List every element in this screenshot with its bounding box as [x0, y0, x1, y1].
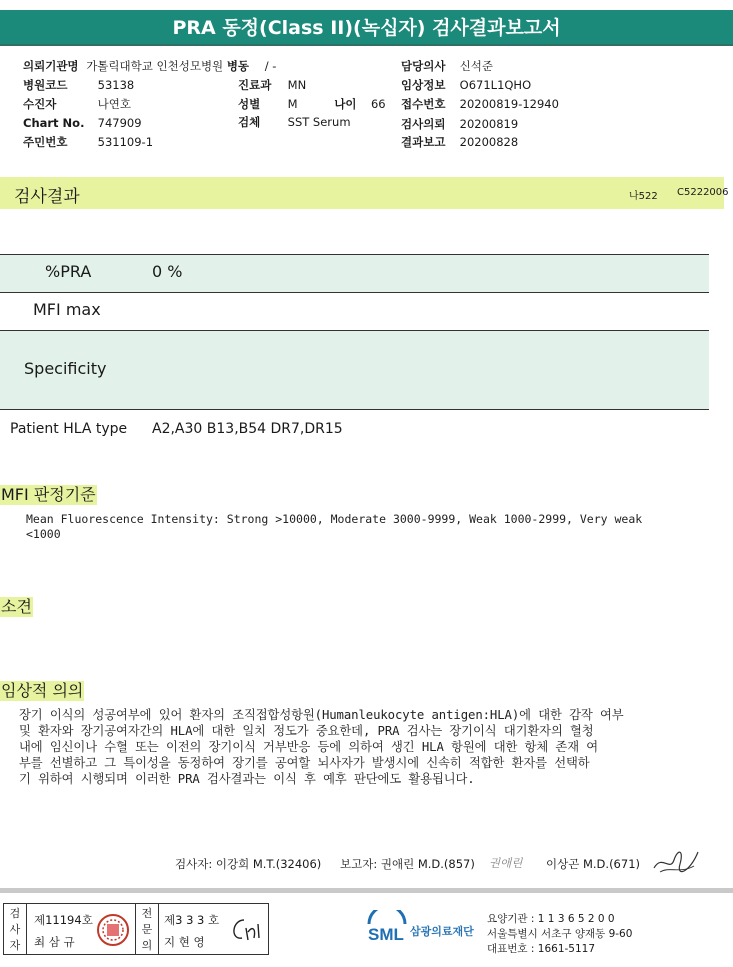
specificity-label: Specificity	[24, 359, 107, 378]
chart-value: 747909	[97, 116, 142, 130]
divider	[0, 254, 709, 255]
result-title: 검사결과	[14, 187, 80, 207]
clinical-row	[401, 77, 531, 93]
hla-value: A2,A30 B13,B54 DR7,DR15	[152, 421, 343, 437]
report-title: PRA 동정(Class II)(녹십자) 검사결과보고서	[0, 10, 733, 46]
request-label: 검사의뢰	[401, 117, 446, 131]
care-institution-code: 요양기관 : 1 1 3 6 5 2 0 0	[487, 913, 615, 925]
hospcode-row	[23, 77, 134, 93]
hospital-label: 의뢰기관명	[23, 59, 79, 73]
examiner-vertical-label	[4, 904, 26, 954]
dept-row	[238, 77, 306, 93]
seal-icon	[96, 913, 130, 947]
sml-logo-icon	[365, 910, 409, 950]
mfi-criteria-line2: <1000	[26, 527, 61, 541]
hospital-row	[23, 58, 276, 74]
hospcode-label: 병원코드	[23, 78, 68, 92]
request-value: 20200819	[459, 117, 519, 131]
chart-label: Chart No.	[23, 116, 85, 130]
company-phone: 대표번호 : 1661-5117	[487, 943, 596, 955]
vertical-char: 의	[141, 939, 153, 952]
examiner-license-no: 제11194호	[34, 913, 93, 927]
ward-value: / -	[264, 59, 277, 73]
report-row	[401, 134, 518, 150]
doctor-label: 담당의사	[401, 59, 446, 73]
vertical-char: 사	[9, 923, 21, 936]
report-label: 결과보고	[401, 135, 446, 149]
doctor2-signature: 이상곤 M.D.(671)	[546, 857, 640, 871]
vertical-char: 자	[9, 939, 21, 952]
vertical-char: 전	[141, 907, 153, 920]
pra-row	[0, 254, 709, 292]
result-header	[0, 177, 729, 209]
specimen-label: 검체	[238, 115, 261, 129]
signature-scribble-icon	[650, 846, 702, 876]
specimen-value: SST Serum	[287, 115, 351, 129]
hla-label: Patient HLA type	[10, 421, 128, 437]
examiner-name: 최 삼 규	[34, 935, 75, 949]
result-code-2: C5222006	[677, 187, 729, 198]
specialist-name: 지 현 영	[164, 935, 205, 949]
result-code-1: 나522	[629, 191, 658, 202]
pra-value: 0 %	[152, 262, 183, 281]
clinical-meaning-line: 기 위하여 시행되며 이러한 PRA 검사결과는 이식 후 예후 판단에도 활용됩니다.	[19, 772, 475, 786]
ward-label: 병동	[226, 59, 250, 73]
id-value: 531109-1	[97, 135, 154, 149]
sex-row	[238, 96, 386, 112]
receipt-value: 20200819-12940	[459, 97, 559, 111]
patient-row	[23, 96, 131, 112]
mfi-criteria-line1: Mean Fluorescence Intensity: Strong >10000, Moderate 3000-9999, Weak 1000-2999, Very weak	[26, 512, 643, 526]
divider	[0, 409, 709, 410]
clinical-meaning-line: 및 환자와 장기공여자간의 HLA에 대한 일치 정도가 중요한데, PRA 검사는 장기이식 대기환자의 혈청	[19, 724, 594, 738]
opinion-title: 소견	[1, 597, 32, 616]
specialist-vertical-label	[136, 904, 158, 954]
vertical-char: 검	[9, 907, 21, 920]
clinical-meaning-line: 장기 이식의 성공여부에 있어 환자의 조직접합성항원(Humanleukocyte antigen:HLA)에 대한 감작 여부	[19, 708, 624, 722]
chart-row	[23, 116, 142, 130]
specimen-row	[238, 114, 351, 130]
id-row	[23, 134, 153, 150]
company-name: 삼광의료재단	[410, 925, 474, 938]
clinical-meaning-line: 내에 임신이나 수혈 또는 이전의 장기이식 거부반응 등에 의하여 생긴 HLA 항원에 대한 항체 존재 여	[19, 740, 599, 754]
clinical-label: 임상정보	[401, 78, 446, 92]
age-value: 66	[370, 97, 386, 111]
receipt-row	[401, 96, 559, 112]
sex-value: M	[287, 97, 298, 111]
receipt-label: 접수번호	[401, 97, 446, 111]
sex-label: 성별	[238, 97, 261, 111]
mfi-criteria-title: MFI 판정기준	[1, 485, 96, 504]
patient-value: 나연호	[97, 97, 131, 111]
specialist-license-no: 제3 3 3 호	[164, 913, 220, 927]
divider	[0, 292, 709, 293]
age-label: 나이	[334, 97, 357, 111]
clinical-meaning-line: 부를 선별하고 그 특이성을 동정하여 장기를 공여할 뇌사자가 발생시에 신속히 적합한 환자를 선택하	[19, 756, 590, 770]
hospital-value: 가톨릭대학교 인천성모병원	[86, 59, 224, 73]
doctor-value: 신석준	[459, 59, 493, 73]
mfi-max-label: MFI max	[33, 300, 101, 319]
clinical-meaning-title: 임상적 의의	[1, 681, 84, 700]
logo-text: SML	[368, 925, 404, 944]
dept-label: 진료과	[238, 78, 272, 92]
doctor-row	[401, 58, 493, 74]
report-value: 20200828	[459, 135, 519, 149]
pra-label: %PRA	[45, 262, 92, 281]
company-address: 서울특별시 서초구 양재동 9-60	[487, 928, 633, 940]
divider	[158, 904, 159, 954]
id-label: 주민번호	[23, 135, 68, 149]
specialist-signature-icon	[226, 914, 264, 946]
vertical-char: 문	[141, 923, 153, 936]
request-row	[401, 116, 518, 132]
reporter-handwritten-sign: 권애린	[489, 856, 523, 870]
certification-box	[3, 903, 269, 955]
clinical-value: O671L1QHO	[459, 78, 532, 92]
examiner-signature: 검사자: 이강희 M.T.(32406)	[175, 857, 322, 871]
patient-label: 수진자	[23, 97, 57, 111]
divider	[26, 904, 27, 954]
dept-value: MN	[287, 78, 307, 92]
footer-divider	[0, 888, 733, 893]
hospcode-value: 53138	[97, 78, 135, 92]
reporter-signature: 보고자: 권애린 M.D.(857)	[340, 857, 475, 871]
